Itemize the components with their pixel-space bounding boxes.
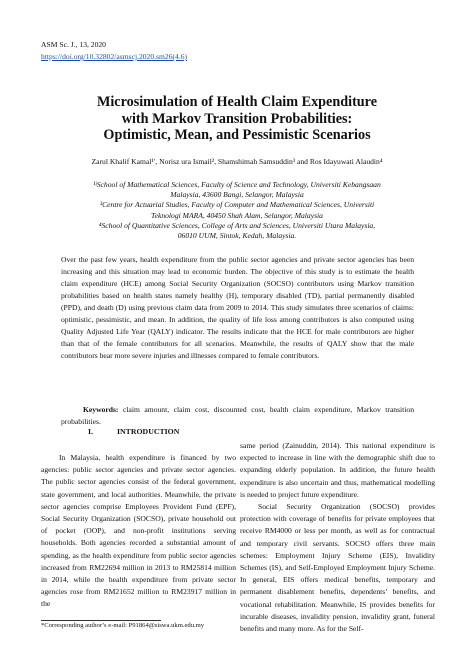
abstract: Over the past few years, health expenditure from the public sector agencies and private sector agencies has been increasing and this situation may lead to economic burden. The objective of this study is to estimate the health claim expenditure (HCE) among Social Security Organization (SOCSO) contributors using Markov transition probabilities based on health states namely healthy (H), temporary disabled (TD), partial permanently disabled (PPD), and death (D) using previous claim data from 2009 to 2014. This study simulates three scenarios of claims: optimistic, pessimistic, and mean. In addition, the quality of life loss among contributors is also computed using Quality Adjusted Life Year (QALY) indicator. The results indicate that the HCE for male contributors are higher than that of the female contributors for all scenarios. Meanwhile, the results of QALY show that the male contributors bear more severe injuries and illnesses compared to female contributors. <box>61 255 414 360</box>
doi-link[interactable]: https://doi.org/10.32802/asmscj.2020.sm26(4.6) <box>41 52 188 61</box>
paragraph: Social Security Organization (SOCSO) provides protection with coverage of benefits for private employees that receive RM4000 or less per month, as well as for contractual and temporary civil servants. SOCSO offers three main schemes: Employment Injury Scheme (EIS), Invalidity Schemes (IS), and Self-Employed Employment Injury Scheme. In general, EIS offers medical benefits, temporary and permanent disablement benefits, dependents’ benefits, and vocational rehabilitation. Meanwhile, IS provides benefits for incurable diseases, invalidity pension, invalidity grant, funeral benefits and many more. As for the Self- <box>240 502 435 634</box>
author-list: Zarul Khalif Kamal¹′, Norisz ura Ismail², Shamshimah Samsuddin³ and Ros Idayuwati Alaudin⁴ <box>91 157 383 166</box>
title-line: with Markov Transition Probabilities: <box>121 110 353 127</box>
keywords <box>61 404 414 428</box>
left-column <box>41 452 236 611</box>
affiliation: ⁴School of Quantitative Sciences, College of Arts and Sciences, Universiti Utara Malaysia, 06010 UUM, Sintok, Kedah, Malaysia. <box>98 220 376 241</box>
title-line: Optimistic, Mean, and Pessimistic Scenarios <box>103 127 371 143</box>
footnote: *Corresponding author’s e-mail: P91864@siswa.ukm.edu.my <box>41 622 205 629</box>
keywords-text: claim amount, claim cost, discounted cost, health claim expenditure, Markov transition probabilities. <box>61 405 414 426</box>
journal-citation: ASM Sc. J., 13, 2020 <box>41 40 106 49</box>
paper-title <box>60 94 414 144</box>
affiliations <box>90 180 384 241</box>
section-number: I. <box>88 427 93 436</box>
affiliation: ³Centre for Actuarial Studies, Faculty of Computer and Mathematical Sciences, Universiti Teknologi MARA, 40450 Shah Alam, Selangor, Malaysia <box>99 200 375 220</box>
paragraph: In Malaysia, health expenditure is financed by two agencies: public sector agencies and private sector agencies. The public sector agencies consist of the federal government, state government, and local authorities. Meanwhile, the private sector agencies comprise Employees Provident Fund (EPF), Social Security Organization (SOCSO), private household out of pocket (OOP), and non-profit institutions serving households. Both agencies recorded a substantial amount of spending, as the health expenditure from public sector agencies increased from RM22694 million in 2013 to RM25814 million in 2014, while the health expenditure from private sector agencies rose from RM21652 million to RM23917 million in the <box>41 453 236 609</box>
right-column <box>240 440 435 635</box>
title-line: Microsimulation of Health Claim Expenditure <box>96 94 378 110</box>
paragraph: same period (Zainuddin, 2014). This national expenditure is expected to increase in line with the demographic shift due to expanding elderly population. In addition, the future health expenditure is also uncertain and thus, mathematical modelling is needed to project future expenditure. <box>240 441 435 499</box>
keywords-label: Keywords: <box>83 405 119 414</box>
affiliation: ¹ʲSchool of Mathematical Sciences, Faculty of Science and Technology, Universiti Kebangsaan Malaysia, 43600 Bangi, Selangor, Malaysia <box>93 180 381 200</box>
footnote-divider <box>41 620 161 621</box>
section-title: INTRODUCTION <box>117 427 180 436</box>
